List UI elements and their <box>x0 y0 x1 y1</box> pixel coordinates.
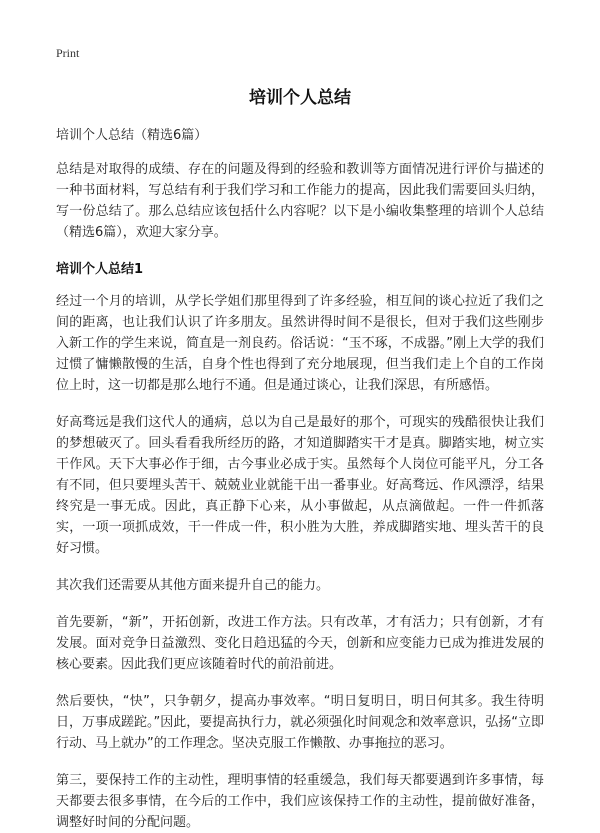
print-link[interactable]: Print <box>56 46 80 60</box>
body-paragraph-1: 经过一个月的培训，从学长学姐们那里得到了许多经验，相互间的谈心拉近了我们之间的距离，也让我们认识了许多朋友。虽然讲得时间不是很长，但对于我们这些刚步入新工作的学生来说，简直是一剂良药。俗话说：“玉不琢，不成器。”刚上大学的我们过惯了慵懒散慢的生活，自身个性也得到了充分地展现，但当我们走上个自的工作岗位上时，这一切都是那么地行不通。但是通过谈心，让我们深思，有所感悟。 <box>56 294 544 393</box>
body-paragraph-2: 好高骛远是我们这代人的通病，总以为自己是最好的那个，可现实的残酷很快让我们的梦想破灭了。回头看看我所经历的路，才知道脚踏实干才是真。脚踏实地，树立实干作风。天下大事必作于细，古今事业必成于实。虽然每个人岗位可能平凡，分工各有不同，但只要埋头苦干、兢兢业业就能干出一番事业。好高骛远、作风漂浮，结果终究是一事无成。因此，真正静下心来，从小事做起，从点滴做起。一件一件抓落实，一项一项抓成效，干一件成一件，积小胜为大胜，养成脚踏实地、埋头苦干的良好习惯。 <box>56 415 544 556</box>
section-heading: 培训个人总结1 <box>56 262 144 277</box>
body-paragraph-6: 第三，要保持工作的主动性，理明事情的轻重缓急，我们每天都要遇到许多事情，每天都要去很多事情，在今后的工作中，我们应该保持工作的主动性，提前做好准备，调整好时间的分配问题。 <box>56 773 544 830</box>
page-title: 培训个人总结 <box>249 88 351 108</box>
document-subtitle: 培训个人总结（精选6篇） <box>56 128 208 143</box>
intro-paragraph: 总结是对取得的成绩、存在的问题及得到的经验和教训等方面情况进行评价与描述的一种书面材料，写总结有利于我们学习和工作能力的提高，因此我们需要回头归纳，写一份总结了。那么总结应该包括什么内容呢？以下是小编收集整理的培训个人总结（精选6篇），欢迎大家分享。 <box>56 162 544 240</box>
body-paragraph-3: 其次我们还需要从其他方面来提升自己的能力。 <box>56 578 330 593</box>
body-paragraph-5: 然后要快，“快”，只争朝夕，提高办事效率。“明日复明日，明日何其多。我生待明日，万事成蹉跎。”因此，要提高执行力，就必须强化时间观念和效率意识，弘扬“立即行动、马上就办”的工作理念。坚决克服工作懒散、办事拖拉的恶习。 <box>56 694 544 751</box>
body-paragraph-4: 首先要新，“新”，开拓创新，改进工作方法。只有改革，才有活力；只有创新，才有发展。面对竞争日益激烈、变化日趋迅猛的今天，创新和应变能力已成为推进发展的核心要素。因此我们更应该随着时代的前沿前进。 <box>56 615 544 672</box>
